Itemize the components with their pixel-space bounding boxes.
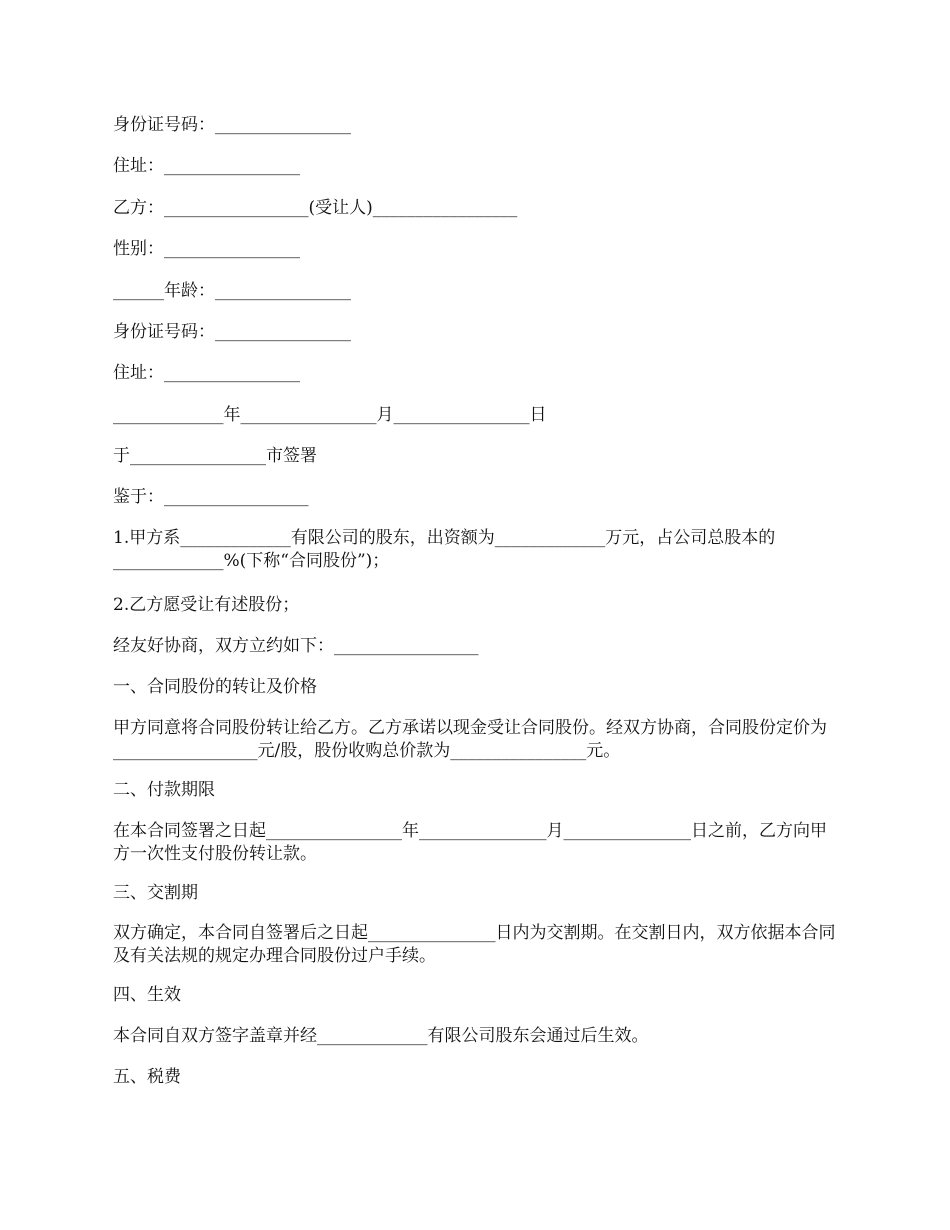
- section-5-heading: 五、税费: [113, 1067, 181, 1087]
- recital-2-line: 2.乙方愿受让有述股份；: [113, 595, 300, 615]
- gender-line: 性别：________________: [113, 239, 300, 259]
- id-number-line-party-a: 身份证号码：________________: [113, 115, 351, 135]
- whereas-line: 鉴于：_________________: [113, 487, 309, 507]
- date-line: _____________年________________月________________日: [113, 405, 547, 425]
- signing-place-line: 于________________市签署: [113, 446, 317, 466]
- section-2-paragraph: 在本合同签署之日起________________年_______________月_______________日之前，乙方向甲方一次性支付股份转让款。: [113, 821, 827, 864]
- section-1-paragraph: 甲方同意将合同股份转让给乙方。乙方承诺以现金受让合同股份。经双方协商，合同股份定价为_________________元/股，股份收购总价款为________________元。: [113, 718, 827, 761]
- section-4-paragraph: 本合同自双方签字盖章并经_____________有限公司股东会通过后生效。: [113, 1026, 649, 1046]
- party-b-line: 乙方：_________________(受让人)_________________: [113, 198, 518, 218]
- section-3-heading: 三、交割期: [113, 883, 198, 903]
- address-line-party-b: 住址：________________: [113, 363, 300, 383]
- section-3-paragraph: 双方确定，本合同自签署后之日起_______________日内为交割期。在交割日内，双方依据本合同及有关法规的规定办理合同股份过户手续。: [113, 923, 836, 966]
- address-line-party-a: 住址：________________: [113, 156, 300, 176]
- id-number-line-party-b: 身份证号码：________________: [113, 322, 351, 342]
- section-4-heading: 四、生效: [113, 985, 181, 1005]
- section-2-heading: 二、付款期限: [113, 780, 215, 800]
- agreement-intro-line: 经友好协商，双方立约如下：_________________: [113, 636, 479, 656]
- age-line: ______年龄：________________: [113, 281, 351, 301]
- recital-1-paragraph: 1.甲方系_____________有限公司的股东，出资额为_____________万元，占公司总股本的_____________%(下称“合同股份”)；: [113, 528, 776, 571]
- section-1-heading: 一、合同股份的转让及价格: [113, 677, 317, 697]
